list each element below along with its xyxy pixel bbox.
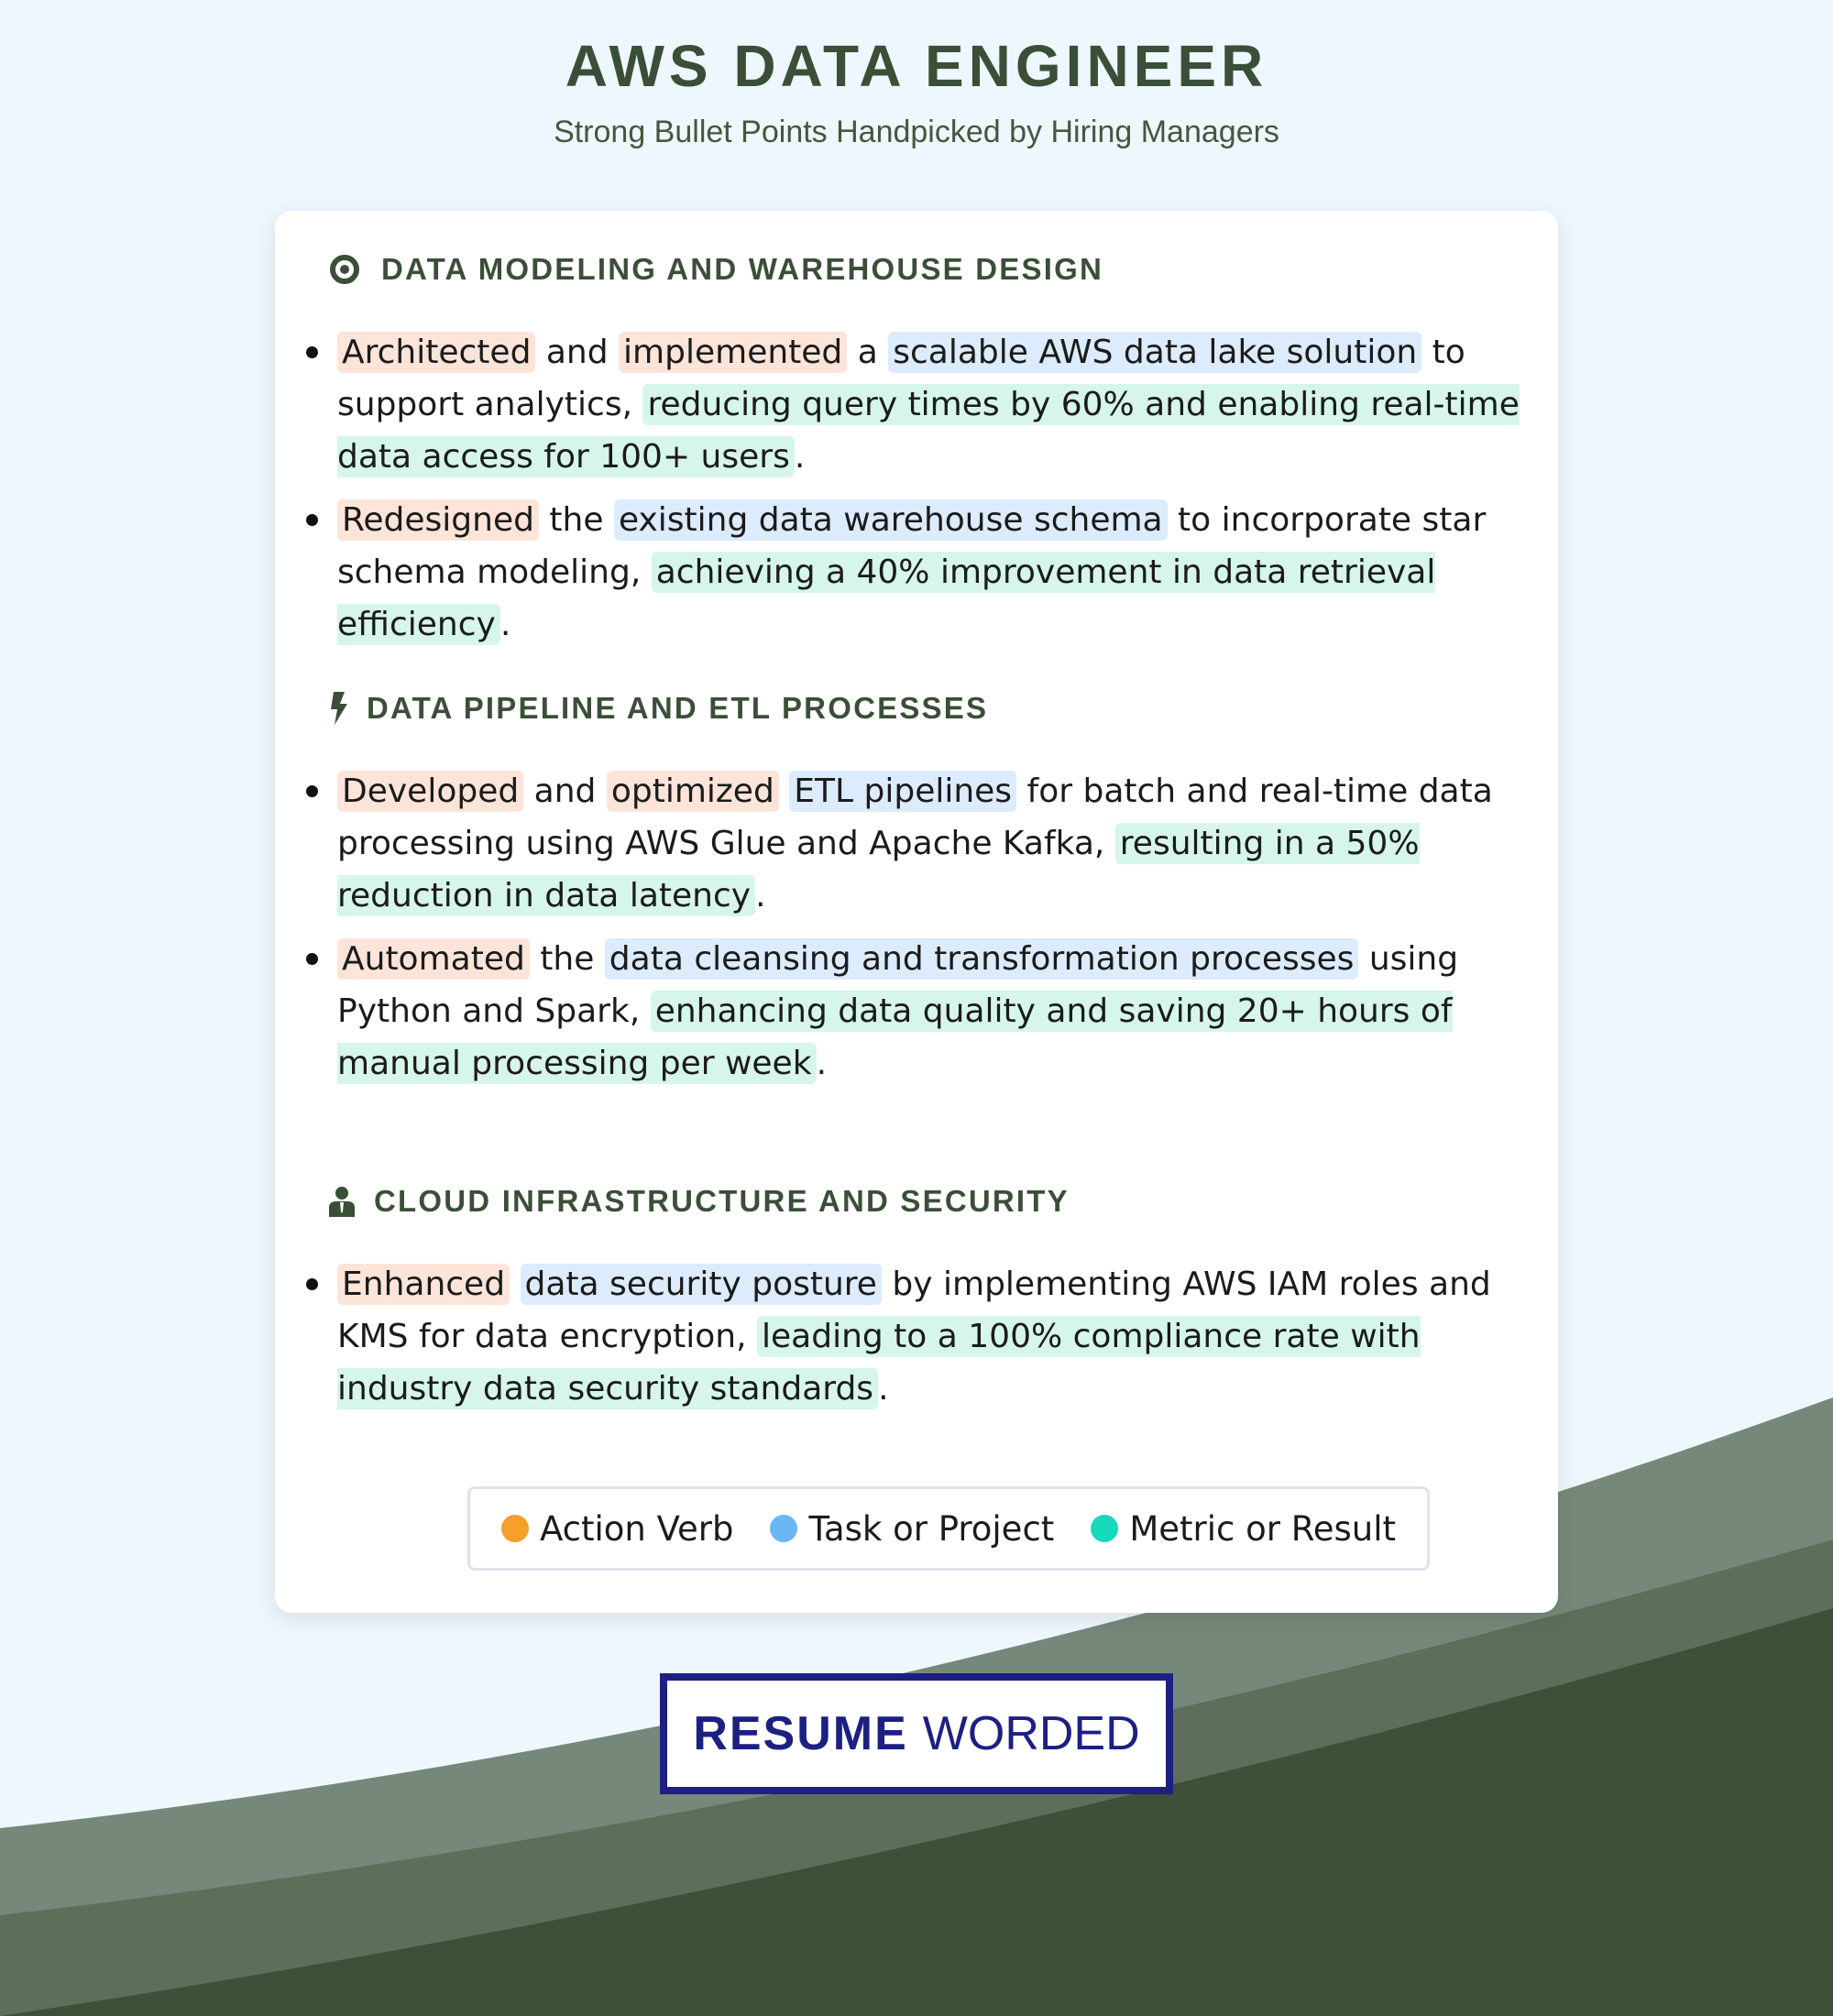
bullet-item: [337, 933, 1520, 1090]
action-verb-highlight: Redesigned: [337, 499, 539, 541]
bullet-text-segment: for batch and real-time data processing using AWS Glue and Apache Kafka,: [337, 772, 1493, 862]
metric-highlight: achieving a 40% improvement in data retrieval efficiency: [337, 553, 1436, 643]
bullet-text-segment: .: [499, 606, 511, 643]
metric-highlight: resulting in a 50% reduction in data latency: [337, 825, 1420, 915]
section-title: CLOUD INFRASTRUCTURE AND SECURITY: [374, 1184, 1070, 1218]
bullet-text: [337, 1258, 1520, 1415]
logo-word-resume: RESUME: [693, 1707, 908, 1760]
orange-dot-icon: [501, 1515, 529, 1542]
bullet-text-segment: the: [529, 940, 605, 978]
metric-highlight: leading to a 100% compliance rate with industry data security standards: [337, 1318, 1421, 1408]
logo-word-worded: WORDED: [922, 1707, 1140, 1760]
bullet-dot: [306, 1278, 318, 1290]
bullet-item: [337, 326, 1520, 483]
task-highlight: data security posture: [521, 1264, 882, 1305]
bullet-text-segment: the: [538, 501, 614, 539]
bullet-text-segment: to incorporate star schema modeling,: [337, 501, 1487, 591]
section-header: [328, 242, 1103, 297]
section-title: DATA MODELING AND WAREHOUSE DESIGN: [381, 252, 1103, 286]
action-verb-highlight: Automated: [337, 938, 530, 980]
page-title: AWS DATA ENGINEER: [565, 33, 1268, 99]
section-header: [328, 681, 988, 736]
metric-highlight: reducing query times by 60% and enabling real-time data access for 100+ users: [337, 386, 1520, 476]
bullet-text-segment: and: [523, 772, 607, 810]
bullet-text-segment: by implementing AWS IAM roles and KMS for data encryption,: [337, 1265, 1491, 1355]
action-verb-highlight: Architected: [337, 332, 535, 373]
legend-item-metric-or-result: [1091, 1509, 1396, 1549]
bullet-text-segment: to support analytics,: [337, 334, 1465, 423]
blue-dot-icon: [770, 1515, 797, 1542]
bullet-text-segment: .: [794, 438, 806, 476]
bullet-text-segment: and: [535, 334, 620, 371]
action-verb-highlight: implemented: [619, 332, 847, 373]
legend-label: Task or Project: [808, 1508, 1055, 1549]
bullet-text: [337, 494, 1520, 651]
highlight-legend: [467, 1486, 1430, 1571]
legend-item-task-or-project: [770, 1509, 1054, 1549]
bullet-text-segment: [779, 772, 789, 810]
bullet-text: [337, 933, 1520, 1090]
task-highlight: ETL pipelines: [789, 771, 1016, 812]
bullet-item: [337, 765, 1520, 922]
page-subtitle: Strong Bullet Points Handpicked by Hiring Managers: [554, 115, 1279, 149]
bullet-text-segment: a: [847, 334, 889, 371]
action-verb-highlight: optimized: [607, 771, 779, 812]
bullet-dot: [306, 346, 318, 358]
section-title: DATA PIPELINE AND ETL PROCESSES: [367, 691, 989, 725]
action-verb-highlight: Enhanced: [337, 1264, 510, 1305]
bullet-item: [337, 494, 1520, 651]
bullet-item: [337, 1258, 1520, 1415]
task-highlight: data cleansing and transformation processes: [605, 938, 1359, 980]
legend-label: Metric or Result: [1129, 1508, 1397, 1549]
target-icon: [328, 253, 361, 286]
bullet-text-segment: using Python and Spark,: [337, 940, 1459, 1030]
legend-label: Action Verb: [539, 1508, 734, 1549]
bullet-text-segment: [510, 1265, 520, 1303]
action-verb-highlight: Developed: [337, 771, 523, 812]
user-tie-icon: [328, 1185, 356, 1218]
bullet-text-segment: .: [755, 877, 766, 915]
legend-item-action-verb: [501, 1509, 734, 1549]
bullet-text: [337, 765, 1520, 922]
bullet-text: [337, 326, 1520, 483]
bullet-text-segment: .: [816, 1045, 828, 1082]
task-highlight: scalable AWS data lake solution: [888, 332, 1421, 373]
lightning-icon: [328, 692, 350, 725]
page-header: [0, 31, 1833, 150]
teal-dot-icon: [1091, 1515, 1118, 1542]
bullet-dot: [306, 785, 318, 797]
section-header: [328, 1174, 1070, 1229]
bullet-points-card: [275, 211, 1558, 1613]
bullet-list: [337, 765, 1520, 1101]
bullet-dot: [306, 514, 318, 526]
bullet-text-segment: .: [878, 1370, 889, 1408]
bullet-list: [337, 1258, 1520, 1426]
metric-highlight: enhancing data quality and saving 20+ hours of manual processing per week: [337, 992, 1453, 1082]
task-highlight: existing data warehouse schema: [614, 499, 1168, 541]
bullet-dot: [306, 953, 318, 965]
bullet-list: [337, 326, 1520, 662]
resume-worded-logo: [660, 1673, 1173, 1794]
